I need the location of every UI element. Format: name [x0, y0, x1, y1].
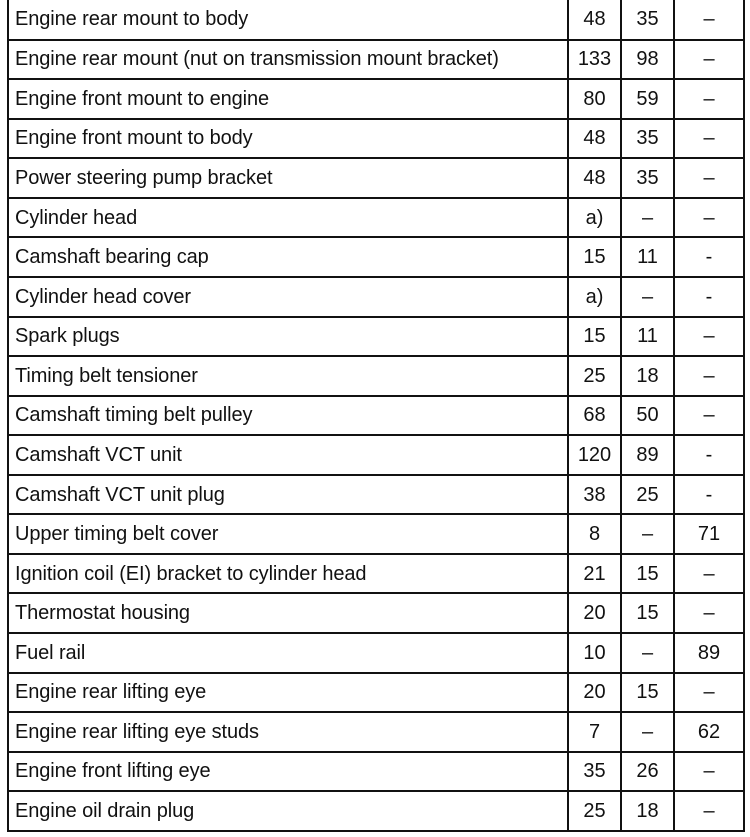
- torque-nm: 25: [568, 791, 621, 831]
- table-row: [8, 475, 744, 515]
- table-row: [8, 356, 744, 396]
- torque-lbft: –: [621, 633, 674, 673]
- torque-lbft: 25: [621, 475, 674, 515]
- component-description: Spark plugs: [8, 317, 568, 357]
- torque-lbft: 15: [621, 554, 674, 594]
- torque-nm: 48: [568, 158, 621, 198]
- torque-nm: a): [568, 198, 621, 238]
- torque-lbft: 11: [621, 237, 674, 277]
- torque-lbft: 11: [621, 317, 674, 357]
- torque-lbin: –: [674, 673, 744, 713]
- torque-nm: 20: [568, 593, 621, 633]
- table-row: [8, 317, 744, 357]
- torque-lbin: 62: [674, 712, 744, 752]
- component-description: Cylinder head: [8, 198, 568, 238]
- torque-lbft: 59: [621, 79, 674, 119]
- table-row: [8, 673, 744, 713]
- table-row: [8, 158, 744, 198]
- torque-nm: 35: [568, 752, 621, 792]
- torque-lbin: -: [674, 435, 744, 475]
- component-description: Thermostat housing: [8, 593, 568, 633]
- table-row: [8, 791, 744, 831]
- component-description: Engine rear mount to body: [8, 0, 568, 40]
- table-row: [8, 712, 744, 752]
- torque-lbft: 35: [621, 0, 674, 40]
- table-row: [8, 752, 744, 792]
- torque-lbin: -: [674, 237, 744, 277]
- torque-lbin: –: [674, 198, 744, 238]
- torque-lbin: –: [674, 791, 744, 831]
- table-row: [8, 40, 744, 80]
- component-description: Engine oil drain plug: [8, 791, 568, 831]
- torque-lbin: –: [674, 79, 744, 119]
- torque-nm: 15: [568, 237, 621, 277]
- component-description: Timing belt tensioner: [8, 356, 568, 396]
- component-description: Engine rear lifting eye: [8, 673, 568, 713]
- component-description: Engine rear mount (nut on transmission mount bracket): [8, 40, 568, 80]
- component-description: Camshaft VCT unit plug: [8, 475, 568, 515]
- table-row: [8, 277, 744, 317]
- component-description: Engine front lifting eye: [8, 752, 568, 792]
- table-row: [8, 237, 744, 277]
- torque-lbin: -: [674, 277, 744, 317]
- table-row: [8, 435, 744, 475]
- torque-lbft: 18: [621, 791, 674, 831]
- component-description: Camshaft bearing cap: [8, 237, 568, 277]
- table-row: [8, 593, 744, 633]
- torque-nm: 15: [568, 317, 621, 357]
- torque-lbft: 35: [621, 119, 674, 159]
- torque-nm: 7: [568, 712, 621, 752]
- component-description: Camshaft VCT unit: [8, 435, 568, 475]
- torque-lbin: –: [674, 158, 744, 198]
- torque-lbin: -: [674, 475, 744, 515]
- torque-lbft: 26: [621, 752, 674, 792]
- torque-nm: 68: [568, 396, 621, 436]
- torque-nm: 38: [568, 475, 621, 515]
- torque-lbft: 50: [621, 396, 674, 436]
- torque-lbin: 71: [674, 514, 744, 554]
- torque-lbft: 35: [621, 158, 674, 198]
- torque-lbin: –: [674, 356, 744, 396]
- table-row: [8, 0, 744, 40]
- torque-lbft: 15: [621, 673, 674, 713]
- component-description: Camshaft timing belt pulley: [8, 396, 568, 436]
- component-description: Cylinder head cover: [8, 277, 568, 317]
- torque-lbft: –: [621, 712, 674, 752]
- component-description: Ignition coil (EI) bracket to cylinder head: [8, 554, 568, 594]
- torque-lbin: –: [674, 119, 744, 159]
- torque-lbin: 89: [674, 633, 744, 673]
- torque-lbft: –: [621, 277, 674, 317]
- torque-lbft: 18: [621, 356, 674, 396]
- torque-nm: 48: [568, 0, 621, 40]
- torque-nm: 10: [568, 633, 621, 673]
- torque-lbin: –: [674, 593, 744, 633]
- torque-nm: a): [568, 277, 621, 317]
- component-description: Engine front mount to body: [8, 119, 568, 159]
- component-description: Power steering pump bracket: [8, 158, 568, 198]
- torque-nm: 48: [568, 119, 621, 159]
- component-description: Engine rear lifting eye studs: [8, 712, 568, 752]
- torque-nm: 20: [568, 673, 621, 713]
- table-row: [8, 198, 744, 238]
- torque-nm: 80: [568, 79, 621, 119]
- torque-nm: 21: [568, 554, 621, 594]
- component-description: Upper timing belt cover: [8, 514, 568, 554]
- torque-lbin: –: [674, 40, 744, 80]
- torque-lbin: –: [674, 752, 744, 792]
- table-row: [8, 633, 744, 673]
- torque-specification-table: [7, 0, 745, 832]
- torque-lbft: 89: [621, 435, 674, 475]
- torque-lbin: –: [674, 0, 744, 40]
- component-description: Fuel rail: [8, 633, 568, 673]
- torque-lbft: –: [621, 514, 674, 554]
- table-row: [8, 396, 744, 436]
- torque-nm: 8: [568, 514, 621, 554]
- torque-lbft: 15: [621, 593, 674, 633]
- torque-lbin: –: [674, 396, 744, 436]
- torque-lbft: –: [621, 198, 674, 238]
- table-row: [8, 514, 744, 554]
- torque-lbin: –: [674, 554, 744, 594]
- torque-nm: 120: [568, 435, 621, 475]
- table-row: [8, 119, 744, 159]
- torque-nm: 25: [568, 356, 621, 396]
- torque-nm: 133: [568, 40, 621, 80]
- component-description: Engine front mount to engine: [8, 79, 568, 119]
- torque-lbin: –: [674, 317, 744, 357]
- table-row: [8, 79, 744, 119]
- table-row: [8, 554, 744, 594]
- torque-lbft: 98: [621, 40, 674, 80]
